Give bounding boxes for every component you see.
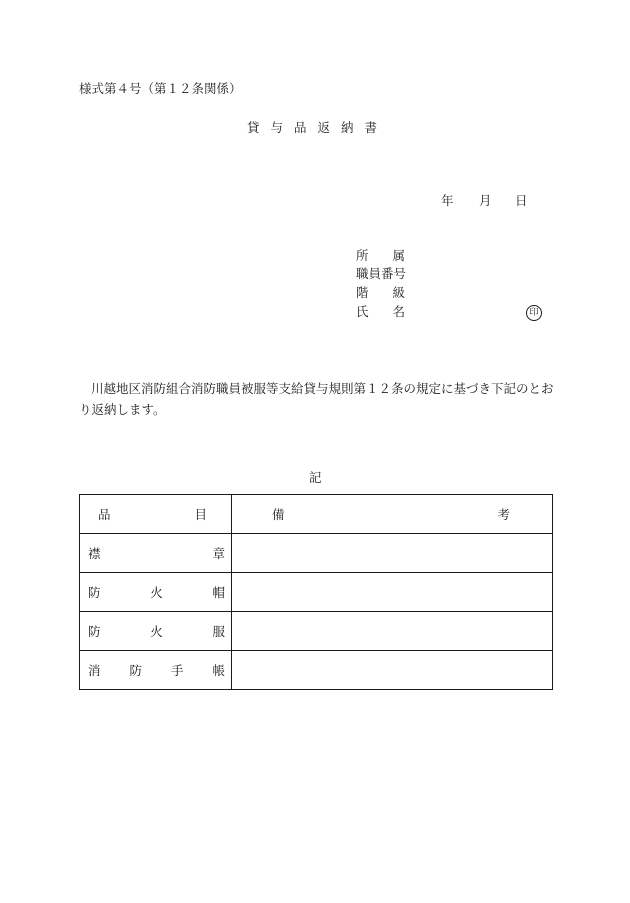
remarks-cell[interactable] [232,612,553,651]
document-title: 貸与品返納書 [247,120,389,135]
item-char: 手 [170,663,184,678]
table-row [80,612,553,651]
item-char: 襟 [88,546,101,561]
header-remarks-char: 考 [497,507,510,522]
rank-label-char: 階 [356,285,369,300]
item-char: 服 [212,624,225,639]
rank-label [356,287,405,300]
name-label [356,306,405,319]
rank-label-char: 級 [392,285,405,300]
date-year-label: 年 [441,193,454,208]
item-char: 章 [212,546,225,561]
items-table [79,494,553,690]
header-item-char: 品 [98,507,111,522]
table-row [80,651,553,690]
table-row [80,534,553,573]
item-char: 防 [88,585,101,600]
header-remarks-char: 備 [272,507,285,522]
header-item-char: 目 [194,507,207,522]
date-day-label: 日 [515,193,528,208]
item-cell [80,651,232,690]
name-label-char: 氏 [356,304,369,319]
item-char: 防 [129,663,142,678]
table-row [80,573,553,612]
remarks-cell[interactable] [232,534,553,573]
affiliation-label-char: 所 [356,248,369,263]
item-cell [80,534,232,573]
affiliation-label-char: 属 [392,248,405,263]
item-char: 帽 [212,585,225,600]
affiliation-label [356,250,405,263]
item-cell [80,612,232,651]
date-month-label: 月 [479,193,492,208]
name-label-char: 名 [392,304,405,319]
item-char: 消 [88,663,101,678]
item-char: 防 [88,624,101,639]
item-char: 帳 [212,663,225,678]
form-number: 様式第４号（第１２条関係） [79,81,242,96]
ki-label: 記 [309,470,322,485]
body-paragraph: 川越地区消防組合消防職員被服等支給貸与規則第１２条の規定に基づき下記のとおり返納します。 [79,381,554,417]
item-char: 火 [150,624,163,639]
remarks-cell[interactable] [232,573,553,612]
header-remarks-cell [232,495,553,534]
item-cell [80,573,232,612]
employee-number-label: 職員番号 [356,266,407,281]
remarks-cell[interactable] [232,651,553,690]
item-char: 火 [150,585,163,600]
table-header-row [80,495,553,534]
header-item-cell [80,495,232,534]
seal-mark-icon: 印 [526,305,542,321]
